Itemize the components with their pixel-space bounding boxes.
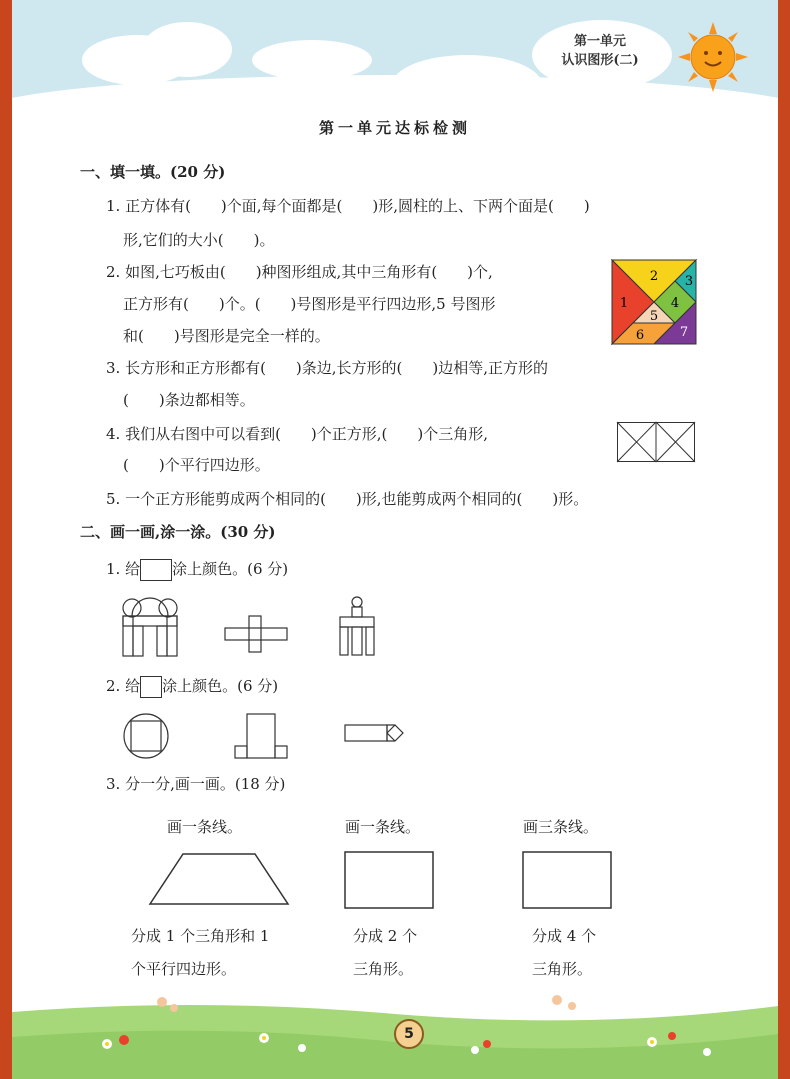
tangram-label-1: 1 <box>619 296 629 311</box>
drawing-question-1-suffix: 涂上颜色。(6 分) <box>172 560 289 578</box>
squares-figure <box>617 422 695 462</box>
tangram-label-2: 2 <box>649 269 659 284</box>
cloud <box>392 55 542 115</box>
page-title: 第一单元达标检测 <box>318 119 471 137</box>
tangram-label-6: 6 <box>635 328 645 343</box>
rectangle-figure-2 <box>522 851 612 909</box>
drawing-question-3: 3. 分一分,画一画。(18 分) <box>106 775 286 793</box>
result-2-line-2: 三角形。 <box>353 960 414 978</box>
tangram-label-7: 7 <box>679 325 689 340</box>
question-3-line-1: 3. 长方形和正方形都有( )条边,长方形的( )边相等,正方形的 <box>106 359 549 377</box>
rectangle-figure-1 <box>344 851 434 909</box>
cloud <box>252 40 372 80</box>
rectangle-sample-icon <box>140 559 172 581</box>
instruction-draw-one-line-2: 画一条线。 <box>345 818 421 836</box>
question-1-line-2: 形,它们的大小( )。 <box>123 231 275 249</box>
cross-figure <box>224 615 288 653</box>
lesson-label: 认识图形(二) <box>561 53 639 68</box>
unit-label: 第一单元 <box>573 34 626 49</box>
result-2-line-1: 分成 2 个 <box>353 927 418 945</box>
arch-gate-figure <box>122 598 178 658</box>
sky-banner <box>12 0 778 105</box>
question-4-line-2: ( )个平行四边形。 <box>123 456 270 474</box>
unit-header <box>542 32 658 70</box>
drawing-question-1-prefix: 1. 给 <box>106 560 141 578</box>
drawing-question-2-suffix: 涂上颜色。(6 分) <box>162 677 279 695</box>
question-1-line-1: 1. 正方体有( )个面,每个面都是( )形,圆柱的上、下两个面是( ) <box>106 197 590 215</box>
drawing-question-1 <box>106 559 288 581</box>
pencil-figure <box>344 723 404 743</box>
question-2-line-2: 正方形有( )个。( )号图形是平行四边形,5 号图形 <box>123 295 496 313</box>
page-number: 5 <box>394 1019 424 1049</box>
result-1-line-1: 分成 1 个三角形和 1 <box>131 927 270 945</box>
question-2-line-1: 2. 如图,七巧板由( )种图形组成,其中三角形有( )个, <box>106 263 493 281</box>
worksheet-page <box>12 0 778 1079</box>
trapezoid-figure <box>149 853 289 905</box>
section-1-heading: 一、填一填。(20 分) <box>80 163 226 181</box>
robot-figure <box>339 596 375 658</box>
question-3-line-2: ( )条边都相等。 <box>123 391 255 409</box>
result-3-line-2: 三角形。 <box>532 960 593 978</box>
tangram-label-3: 3 <box>684 274 694 289</box>
cloud <box>142 22 232 77</box>
drawing-question-2-prefix: 2. 给 <box>106 677 141 695</box>
result-1-line-2: 个平行四边形。 <box>131 960 237 978</box>
question-2-line-3: 和( )号图形是完全一样的。 <box>123 327 330 345</box>
sun-icon <box>678 22 748 92</box>
drawing-question-2 <box>106 676 278 698</box>
instruction-draw-three-lines: 画三条线。 <box>523 818 599 836</box>
tower-figure <box>234 713 288 759</box>
tangram-figure <box>612 260 696 344</box>
section-2-heading: 二、画一画,涂一涂。(30 分) <box>80 523 276 541</box>
question-5: 5. 一个正方形能剪成两个相同的( )形,也能剪成两个相同的( )形。 <box>106 490 589 508</box>
tangram-label-4: 4 <box>670 296 680 311</box>
circle-square-figure <box>123 713 169 759</box>
result-3-line-1: 分成 4 个 <box>532 927 597 945</box>
square-sample-icon <box>140 676 162 698</box>
question-4-line-1: 4. 我们从右图中可以看到( )个正方形,( )个三角形, <box>106 425 489 443</box>
instruction-draw-one-line-1: 画一条线。 <box>167 818 243 836</box>
tangram-label-5: 5 <box>649 309 659 324</box>
